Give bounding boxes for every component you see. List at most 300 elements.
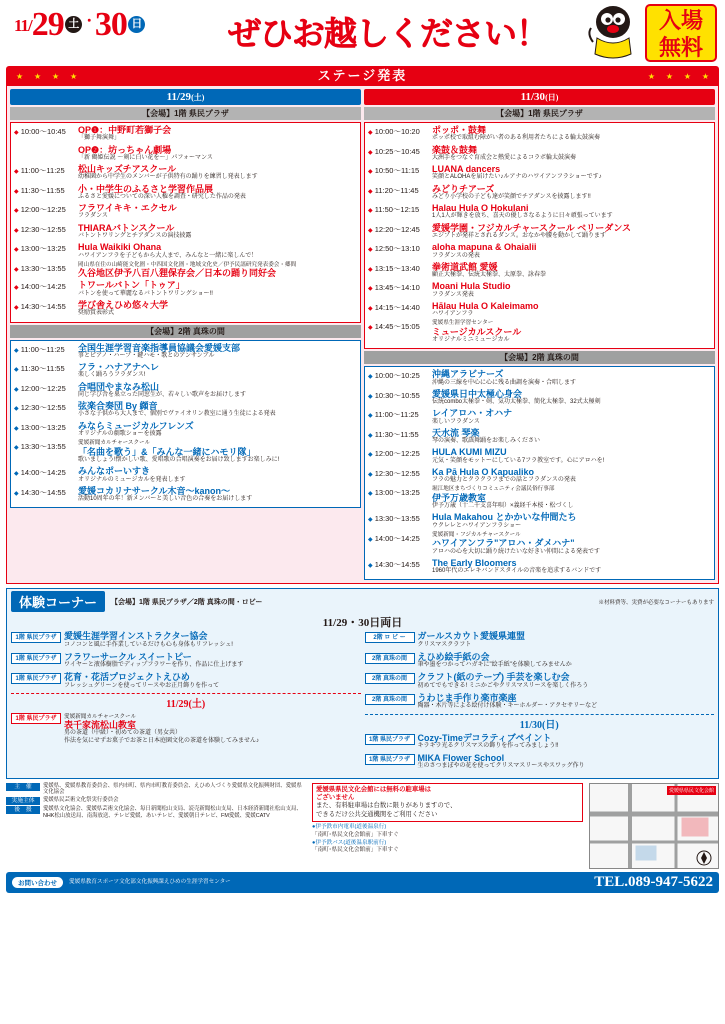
day1-venue-2f: 【会場】2階 真珠の間 (10, 325, 361, 338)
day1-venue-1f: 【会場】1階 県民プラザ (10, 107, 361, 120)
program-info (78, 440, 357, 464)
date-first-weekday: 土 (65, 16, 82, 33)
program-entry (14, 486, 357, 504)
star-icon: ★ (52, 72, 60, 81)
program-time: ◆ 10:50～11:15 (368, 166, 420, 176)
program-time: ◆ 12:00～12:25 (368, 449, 420, 459)
program-time: ◆ 13:30～13:55 (14, 263, 66, 273)
program-entry (368, 512, 711, 530)
experience-description: ワイヤーと液体樹脂でディップフラワーを作り、作品に仕上げます (64, 662, 244, 669)
day1-2f-program (10, 340, 361, 509)
program-title: 愛媛県日中太極心身会 (432, 388, 523, 399)
program-description: 伊予万歳（十二千支喜年唄）×義経千本桜・松づくし (432, 503, 574, 510)
experience-description: 陶器・木片等による絵付け体験・キーホルダー・アクセサリーなど (417, 703, 598, 710)
program-entry (368, 369, 711, 387)
program-time: ◆ 10:00～10:25 (368, 371, 420, 381)
program-title: 伊予万歳教室 (432, 492, 487, 503)
program-entry (368, 125, 711, 143)
program-description: バトントワリングとチアダンスの演技披露 (78, 233, 192, 239)
day2-label: 11/30 (520, 91, 546, 103)
footer-section (6, 783, 719, 869)
access-tram: ●伊予鉄市内電車(道後温泉行) (312, 823, 387, 830)
program-info (432, 281, 711, 299)
experience-body (418, 733, 715, 751)
experience-item (365, 631, 715, 649)
program-description: ハワイアンフラを子どもから大人まで、みんなと一緒に楽しんで！ (78, 252, 258, 259)
program-description: フラの魅力とクラクラフまでの話とフラダンスの発表 (432, 477, 576, 484)
bullet-icon: ◆ (368, 536, 373, 543)
program-title: レイアロハ・オハナ (432, 408, 513, 419)
access-bus-detail: 「南町･県民文化会館前」下車すぐ (312, 847, 399, 854)
experience-item (11, 652, 361, 670)
day1-weekday: (土) (191, 93, 205, 102)
program-description: オリジナルの劇歌ショーを披露 (78, 431, 162, 438)
bullet-icon: ◆ (368, 562, 373, 569)
program-description: 幼稚園から中学生のメンバーが子供特有の踊りを練習し発表します (78, 174, 258, 181)
program-entry (368, 320, 711, 344)
program-entry (14, 125, 357, 143)
program-time: ◆ 11:00～11:25 (14, 166, 65, 176)
program-time: ◆ 12:50～13:10 (368, 244, 420, 254)
map-illustration (590, 784, 718, 868)
program-entry (14, 223, 357, 241)
program-info (432, 486, 711, 510)
bullet-icon: ◆ (14, 425, 19, 432)
program-title: 松山キッズチアスクール (78, 164, 177, 175)
footer-parking (312, 783, 583, 869)
program-title: みならミュージカルフレンズ (78, 420, 194, 431)
program-info (432, 125, 711, 143)
footer-credit-row (6, 797, 306, 805)
experience-columns (7, 631, 718, 777)
program-organizer: 岡山県在住の山崎能文化圏・中四国文化圏・地域文化史／伊予民謡研究発表委会・郷間 (78, 261, 297, 268)
program-time: ◆ 11:30～11:55 (14, 364, 65, 374)
program-title: 学び舎えひめ悠々大学 (78, 300, 169, 311)
experience-day1-label: 11/29(土) (11, 693, 361, 710)
program-entry (368, 164, 711, 182)
parking-line-2: また、有料駐車場は台数に限りがありますので、 (316, 802, 457, 810)
bullet-icon: ◆ (368, 452, 373, 459)
program-info (78, 343, 357, 361)
program-info (78, 242, 357, 260)
star-icon: ★ (34, 72, 42, 81)
experience-item (11, 672, 361, 690)
program-description: 楽しいフラダンス (432, 418, 480, 425)
program-time: ◆ 11:00～11:25 (14, 344, 65, 354)
bullet-icon: ◆ (14, 169, 19, 176)
program-time: ◆ 10:00～10:45 (14, 127, 66, 136)
experience-description: 初めてでもできる! ミニかごやクリスマスリースを楽しく作ろう (417, 682, 589, 689)
program-description: みどり小学校の子ども達が笑顔でチアダンスを披露します!! (432, 193, 591, 200)
program-entry (368, 558, 711, 576)
experience-name: えひめ絵手紙の会 (417, 651, 490, 662)
program-info (78, 362, 357, 380)
bullet-icon: ◆ (368, 266, 373, 273)
stage-column-day2 (364, 89, 715, 580)
program-description: ハワイアンフラ (432, 311, 474, 318)
program-title: OP❷：坊っちゃん劇場 (78, 144, 172, 155)
experience-column-right (365, 631, 715, 773)
program-title: Hālau Hula O Kaleimamo (432, 300, 539, 311)
experience-venue-tag: 2階 真珠の間 (365, 673, 415, 684)
parking-line-3: できるだけ公共交通機関をご利用ください (316, 810, 438, 818)
program-description: ふるさと愛媛についての深い人権を調査・研究した作品の発表 (78, 193, 246, 200)
contact-badge: お問い合わせ (12, 877, 63, 888)
program-time: ◆ 11:30～11:55 (14, 185, 65, 195)
program-time: ◆ 13:00～13:25 (14, 244, 66, 254)
program-entry (368, 467, 711, 485)
program-title: Moani Hula Studio (432, 281, 511, 292)
program-time: ◆ 13:15～13:40 (368, 263, 420, 273)
program-time: ◆ 12:00～12:25 (14, 205, 66, 215)
day2-tab (364, 89, 715, 105)
program-time: ◆ 11:20～11:45 (368, 185, 419, 195)
experience-name: うわじま手作り楽市楽座 (417, 693, 517, 704)
program-title: Halau Hula O Hokulani (432, 203, 529, 214)
program-info (78, 262, 357, 279)
experience-name: クラフト(紙のテープ) 手芸を楽しむ会 (417, 672, 570, 683)
program-title: 久谷地区伊予八百八狸保存会／日本の踊り同好会 (78, 268, 277, 279)
parking-line-1: ございません (316, 793, 355, 801)
parking-title: 愛媛県県民文化会館には無料の駐車場は (316, 785, 432, 793)
program-title: 「名曲を歌う」&「みんな一緒にハモリ隊」 (78, 446, 256, 457)
program-description: 笑顔とALOHAを届けたい♪ルアナのハワイアンフラショーです♪ (432, 174, 602, 181)
footer-credit-text: 愛媛県民芸術文化祭実行委員会 (43, 797, 119, 804)
event-dates (14, 6, 146, 44)
program-entry (14, 362, 357, 380)
program-info (432, 408, 711, 426)
day1-1f-program (10, 122, 361, 323)
bullet-icon: ◆ (368, 305, 373, 312)
experience-description: キラキラ光るクリスマスの飾りを作ってみましょう!! (417, 742, 559, 749)
experience-body (418, 652, 715, 670)
bullet-icon: ◆ (14, 305, 19, 312)
program-title: ハワイアンフラ"アロハ・ダメハナ" (432, 538, 575, 549)
footer-credit-text: 愛媛県、愛媛県教育委員会、県内市町、県内市町教育委員会、えひめ人づくり愛媛県文化振興財団、愛媛県文化協会 (43, 782, 302, 796)
program-time: ◆ 11:30～11:55 (368, 429, 419, 439)
program-time: ◆ 12:30～12:55 (14, 224, 66, 234)
day2-venue-1f: 【会場】1階 県民プラザ (364, 107, 715, 120)
program-organizer: 堀江地区まちづくりコミュニティ会議民俗行事部 (432, 486, 555, 493)
program-title: 楽鼓＆鼓舞 (432, 144, 478, 155)
experience-venue-tag: 1階 県民プラザ (11, 653, 61, 664)
experience-venue-tag: 1階 県民プラザ (11, 673, 61, 684)
experience-body (64, 652, 361, 670)
program-title: みどりチアーズ (432, 183, 495, 194)
bullet-icon: ◆ (14, 188, 19, 195)
experience-item (365, 753, 715, 771)
program-description: 活動10周年の年！新メンバーと美しい音色の合奏をお届けします (78, 496, 253, 503)
experience-venue-tag: 1階 県民プラザ (11, 632, 61, 643)
program-info (78, 382, 357, 400)
bullet-icon: ◆ (14, 285, 19, 292)
experience-title: 体験コーナー (11, 591, 105, 612)
contact-phone[interactable]: TEL.089-947-5622 (594, 873, 713, 890)
program-time: ◆ 13:30～13:55 (14, 442, 66, 452)
free-line-1: 入場 (658, 8, 703, 33)
program-info (78, 223, 357, 241)
program-time: ◆ 13:00～13:25 (14, 422, 66, 432)
program-description: 琴の演奏、歌謡舞踊をお楽しみください (432, 438, 541, 445)
experience-corner-section (6, 588, 719, 778)
experience-description: 生のさつまぼやの花を使ってクリスマスリースやスワッグ作り (417, 763, 585, 770)
program-title: Hula Makahou とかかいな仲間たち (432, 512, 577, 523)
bullet-icon: ◆ (368, 149, 373, 156)
program-entry (368, 301, 711, 319)
experience-header (7, 589, 718, 614)
bullet-icon: ◆ (368, 393, 373, 400)
program-title: ポッポ・鼓舞 (432, 125, 487, 135)
star-icon: ★ (701, 72, 709, 81)
date-prefix: 11/ (14, 16, 32, 35)
program-title: フラ・ハナアナヘレ (78, 362, 160, 373)
experience-venue: 【会場】1階 県民プラザ／2階 真珠の間・ロビー (111, 598, 263, 606)
program-description: 伝統combo太極拳・剣、気功太極拳、簡化太極拳、32式太極剣 (432, 399, 601, 406)
experience-description: コノコンと風に手作業しているだけも心も身体もリフレッシュ! (64, 641, 233, 648)
program-description: 1960年代のエレキバンドスタイルの音楽を追求するバンドです (432, 568, 602, 575)
program-time: ◆ 14:30～14:55 (14, 302, 66, 312)
program-entry (368, 281, 711, 299)
program-title: 合唱団やまなみ松山 (78, 381, 160, 392)
access-tram-detail: 「南町･県民文化会館前」下車すぐ (312, 831, 399, 838)
program-info (432, 369, 711, 387)
experience-item (365, 652, 715, 670)
day2-weekday: (日) (545, 93, 559, 102)
program-entry (14, 343, 357, 361)
bullet-icon: ◆ (14, 208, 19, 215)
day2-2f-program (364, 366, 715, 580)
program-description: バトンを使って華麗なるバトントワリングショー!! (78, 290, 213, 297)
experience-body (418, 693, 715, 711)
program-info (78, 184, 357, 202)
program-info (432, 532, 711, 556)
bullet-icon: ◆ (368, 374, 373, 381)
parking-notice (312, 783, 583, 822)
program-info (432, 145, 711, 163)
date-separator: ・ (82, 13, 95, 28)
program-info (78, 145, 357, 163)
program-entry (368, 428, 711, 446)
footer-credit-label: 実施主体 (6, 797, 40, 805)
bullet-icon: ◆ (368, 130, 373, 136)
access-bus: ●伊予鉄バス(道後温泉駅前行) (312, 839, 387, 846)
experience-note: ※材料費等、実費が必要なコーナーもあります (598, 599, 714, 606)
program-description: オリジナルミニミュージカル (432, 337, 510, 344)
program-organizer: 愛媛新聞カルチャースクール (78, 440, 151, 447)
program-info (432, 164, 711, 182)
program-info (78, 401, 357, 419)
experience-name: ガールスカウト愛媛県連盟 (417, 631, 526, 642)
stage-section-title: ステージ発表 (317, 68, 408, 83)
program-description: 1人1人が輝きを放ち、喜天の優しさなるように日々頑張っています (432, 213, 613, 220)
program-time (14, 145, 78, 163)
bullet-icon: ◆ (14, 247, 19, 254)
experience-body (418, 672, 715, 690)
program-time: ◆ 10:25～10:45 (368, 146, 420, 156)
experience-name: 花育・花活プロジェクトえひめ (64, 672, 190, 683)
program-title: 天水流 琴楽 (432, 427, 480, 438)
program-info (78, 125, 357, 143)
program-entry (14, 184, 357, 202)
bullet-icon: ◆ (368, 286, 373, 293)
program-title: 拳術道武館 愛媛 (432, 261, 498, 272)
headline-text: ぜひお越しください！ (228, 17, 548, 53)
program-title: 小・中学生のふるさと学習作品展 (78, 183, 214, 194)
program-entry (14, 203, 357, 221)
experience-item (11, 631, 361, 649)
program-info (78, 300, 357, 318)
program-time: ◆ 12:30～12:55 (14, 403, 66, 413)
program-time: ◆ 14:45～15:05 (368, 322, 420, 332)
program-info (432, 223, 711, 241)
experience-item (11, 712, 361, 745)
program-description: エジプトが発祥とされるダンス。おなかや腰を動かして踊ります (432, 233, 607, 239)
program-title: フラワイキキ・エクセル (78, 203, 177, 214)
program-entry (14, 401, 357, 419)
day1-tab (10, 89, 361, 105)
footer-credit-row (6, 783, 306, 797)
experience-venue-tag: 2階 ロ ビ ー (365, 632, 415, 643)
experience-organizer: 愛媛新聞カルチャースクール (64, 714, 137, 721)
program-info (78, 466, 357, 484)
program-info (432, 389, 711, 407)
program-description: フラダンス (78, 213, 108, 220)
experience-venue-tag: 1階 県民プラザ (11, 713, 61, 724)
star-icon: ★ (647, 72, 655, 81)
experience-name: MIKA Flower School (417, 753, 505, 764)
program-organizer: 愛媛県生涯学習センター (432, 320, 494, 327)
stage-column-day1 (10, 89, 361, 580)
footer-credits (6, 783, 306, 869)
program-time: ◆ 13:30～13:55 (368, 514, 420, 524)
program-info (78, 486, 357, 504)
experience-body (418, 631, 715, 649)
star-icon: ★ (70, 72, 78, 81)
bullet-icon: ◆ (14, 490, 19, 497)
program-description: 大洲手をつなぐ育成会と熱愛によるコラボ輪太鼓演奏 (432, 154, 577, 161)
experience-venue-tag: 2階 真珠の間 (365, 653, 415, 664)
bullet-icon: ◆ (14, 347, 19, 354)
bullet-icon: ◆ (14, 406, 19, 413)
program-entry (368, 408, 711, 426)
program-description: 「獅子舞演舞」 (78, 135, 121, 142)
program-title: 全国生涯学習音楽指導員協議会愛媛支部 (78, 342, 241, 353)
program-time: ◆ 13:45～14:10 (368, 283, 420, 293)
stage-content (6, 86, 719, 584)
date-second: 30 (94, 6, 127, 43)
program-time: ◆ 14:30～14:55 (368, 559, 420, 569)
program-description: 箏とピアノ・ハープ・鍵ハモ・歌とのアンサンブル (78, 352, 215, 359)
program-description: 小さな子供から大人まで、個別でヴァイオリン教室に通う生徒による発表 (78, 411, 276, 418)
program-entry (14, 280, 357, 298)
program-time: ◆ 13:00～13:25 (368, 488, 420, 498)
program-info (432, 467, 711, 485)
program-info (432, 447, 711, 465)
program-entry (368, 486, 711, 510)
program-info (432, 262, 711, 280)
star-icon: ★ (16, 72, 24, 81)
program-time: ◆ 10:30～10:55 (368, 390, 420, 400)
program-description: 同じ学び舎を巣立った同窓生が、若々しい歌声をお届けします (78, 391, 247, 398)
program-description: 元気・笑顔をモットーにしている7フラ教室です。心にアロハを! (432, 457, 605, 464)
program-info (432, 301, 711, 319)
program-info (432, 428, 711, 446)
date-first: 29 (31, 6, 64, 43)
program-info (432, 184, 711, 202)
bullet-icon: ◆ (14, 227, 19, 234)
program-description: フラダンスの発表 (432, 252, 480, 259)
program-title: 愛媛学園・フジカルチャースクール ベリーダンス (432, 222, 632, 233)
program-info (78, 203, 357, 221)
program-info (432, 203, 711, 221)
experience-item (365, 733, 715, 751)
experience-body (418, 753, 715, 771)
stage-section-header (6, 66, 719, 86)
bullet-icon: ◆ (368, 247, 373, 254)
program-title: OP❶：中野町若獅子会 (78, 125, 172, 135)
program-entry (14, 262, 357, 279)
program-time: ◆ 14:00～14:25 (14, 282, 66, 292)
program-title: 愛媛コカリナサークル木音～kanon～ (78, 485, 231, 496)
experience-name: Cozy-Timeデコラティブペイント (417, 732, 552, 743)
experience-body (64, 672, 361, 690)
program-description: フラダンス発表 (432, 291, 474, 298)
program-info (432, 320, 711, 344)
program-entry (14, 145, 357, 163)
contact-bar[interactable] (6, 872, 719, 893)
footer-credit-label: 後 援 (6, 806, 40, 814)
program-entry (368, 203, 711, 221)
program-entry (368, 145, 711, 163)
bullet-icon: ◆ (14, 266, 19, 273)
program-time: ◆ 11:00～11:25 (368, 410, 419, 420)
program-time: ◆ 12:00～12:25 (14, 383, 66, 393)
program-time: ◆ 10:00～10:20 (368, 127, 420, 136)
program-description: アロハの心を大切に踊り続けたいな好きい仲間による発表です (432, 548, 601, 555)
bullet-icon: ◆ (368, 432, 373, 439)
free-line-2: 無料 (658, 35, 703, 60)
program-description: オリジナルのミュージカルを発表します (78, 476, 186, 483)
mascot-illustration (583, 2, 639, 60)
day2-1f-program (364, 122, 715, 349)
day2-venue-2f: 【会場】2階 真珠の間 (364, 351, 715, 364)
experience-item (365, 672, 715, 690)
program-organizer: 愛媛新聞・フジカルチャースクール (432, 531, 521, 538)
program-title: みんなポーいすき (78, 466, 151, 477)
footer-credit-row (6, 806, 306, 820)
program-time: ◆ 14:00～14:25 (14, 468, 66, 478)
poster-header (0, 0, 725, 66)
bullet-icon: ◆ (368, 413, 373, 420)
program-entry (14, 421, 357, 439)
map-venue-label: 愛媛県県民文化会館 (668, 787, 714, 794)
program-entry (14, 242, 357, 260)
star-icon: ★ (665, 72, 673, 81)
bullet-icon: ◆ (368, 491, 373, 498)
program-entry (14, 440, 357, 464)
experience-venue-tag: 1階 県民プラザ (365, 754, 415, 765)
program-entry (14, 164, 357, 182)
bullet-icon: ◆ (368, 188, 373, 195)
program-entry (368, 242, 711, 260)
program-entry (368, 447, 711, 465)
program-entry (368, 389, 711, 407)
program-title: Hula Waikiki Ohana (78, 242, 162, 253)
experience-description: 筆や墨をつかってハガキに"絵手紙"を体験してみませんか (417, 662, 572, 669)
program-title: ミュージカルスクール (432, 326, 522, 337)
program-time: ◆ 12:20～12:45 (368, 224, 420, 234)
bullet-icon: ◆ (14, 471, 19, 478)
